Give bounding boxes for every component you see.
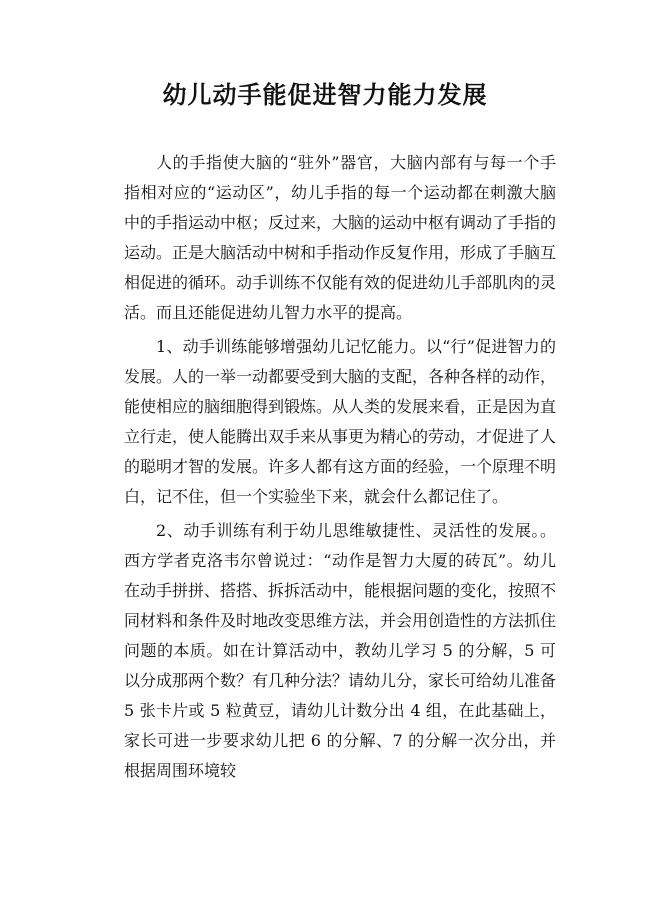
paragraph-thinking: 2、动手训练有利于幼儿思维敏捷性、灵活性的发展。。西方学者克洛韦尔曾说过：“动作是智力大厦的砖瓦”。幼儿在动手拼拼、搭搭、拆拆活动中，能根据问题的变化，按照不同材料和条件及时地改变思维方法，并会用创造性的方法抓住问题的本质。如在计算活动中，教幼儿学习 5 的分解，5 可以分成那两个数？有几种分法？请幼儿分，家长可给幼儿准备 5 张卡片或 5 粒黄豆，请幼儿计数分出 4 组，在此基础上，家长可进一步要求幼儿把 6 的分解、7 的分解一次分出，并根据周围环境较 xyxy=(124,521,557,780)
paragraph-memory: 1、动手训练能够增强幼儿记忆能力。以“行”促进智力的发展。人的一举一动都要受到大脑的支配，各种各样的动作，能使相应的脑细胞得到锻炼。从人类的发展来看，正是因为直立行走，使人能腾出双手来从事更为精心的劳动，才促进了人的聪明才智的发展。许多人都有这方面的经验，一个原理不明白，记不住，但一个实验坐下来，就会什么都记住了。 xyxy=(124,337,557,506)
paragraph-intro: 人的手指使大脑的“驻外”器官，大脑内部有与每一个手指相对应的“运动区”，幼儿手指的每一个运动都在刺激大脑中的手指运动中枢；反过来，大脑的运动中枢有调动了手指的运动。正是大脑活动中树和手指动作反复作用，形成了手脑互相促进的循环。动手训练不仅能有效的促进幼儿手部肌肉的灵活。而且还能促进幼儿智力水平的提高。 xyxy=(124,153,557,322)
document-body xyxy=(124,148,556,786)
document-title: 幼儿动手能促进智力能力发展 xyxy=(162,80,488,109)
